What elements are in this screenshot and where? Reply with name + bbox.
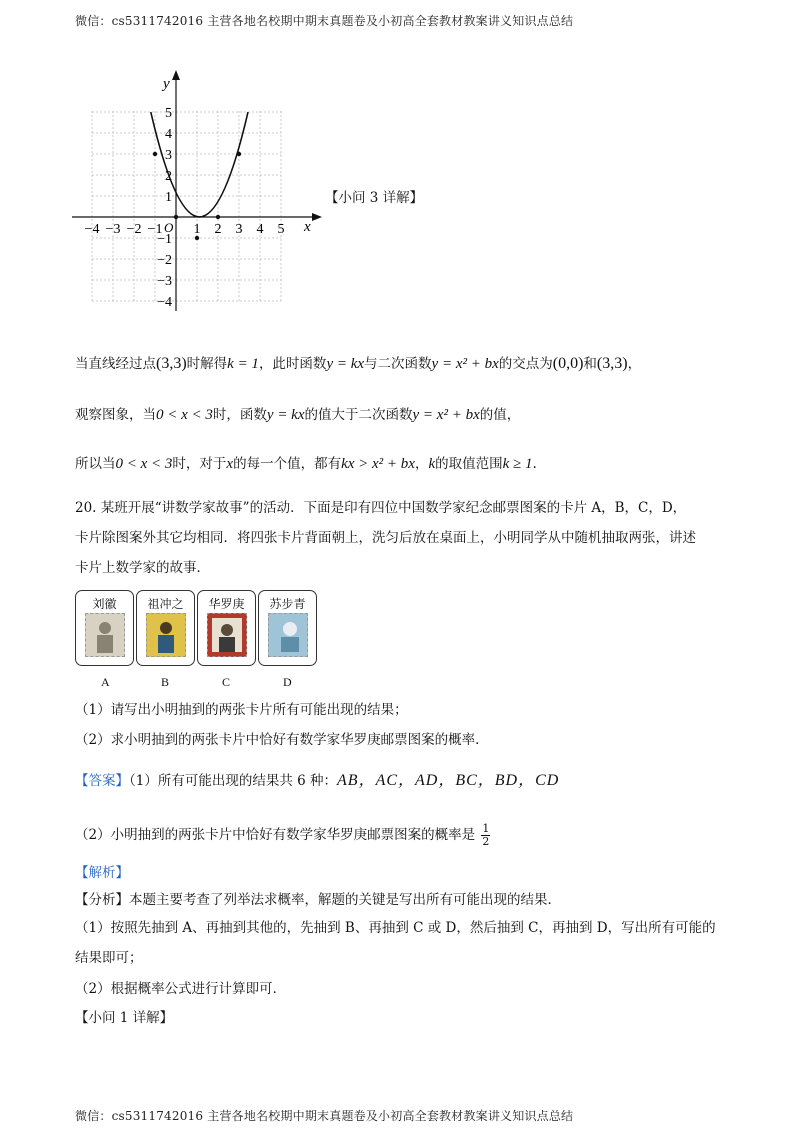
x-tick: 4 xyxy=(256,222,264,237)
analysis-tag: 【解析】 xyxy=(75,865,129,881)
card-label: D xyxy=(283,675,292,689)
stamp-image xyxy=(268,613,308,657)
solution-line-1: 当直线经过点(3,3)时解得k = 1，此时函数y = kx与二次函数y = x² + bx的交点为(0,0)和(3,3)， xyxy=(75,355,642,372)
y-tick: −1 xyxy=(157,232,172,247)
x-tick: −4 xyxy=(84,222,100,237)
y-tick: 2 xyxy=(165,169,172,184)
analysis-line-2: （1）按照先抽到 A、再抽到其他的，先抽到 B、再抽到 C 或 D，然后抽到 C，再抽到 D，写出所有可能的 xyxy=(75,920,716,936)
y-tick: −4 xyxy=(157,295,172,310)
page-footer: 微信：cs5311742016 主营各地名校期中期末真题卷及小初高全套教材教案讲义知识点总结 xyxy=(75,1109,574,1123)
analysis-line-4: （2）根据概率公式进行计算即可． xyxy=(75,981,287,997)
solution-line-2: 观察图象，当0 < x < 3时，函数y = kx的值大于二次函数y = x² + bx的值， xyxy=(75,407,521,423)
origin-label: O xyxy=(164,220,174,235)
stamp-image xyxy=(85,613,125,657)
sub-question-3-heading: 【小问 3 详解】 xyxy=(325,190,424,206)
analysis-line-1: 【分析】本题主要考查了列举法求概率，解题的关键是写出所有可能出现的结果． xyxy=(75,892,561,908)
y-tick: 4 xyxy=(165,127,172,142)
parabola-graph xyxy=(60,66,330,316)
stamp-card-a xyxy=(75,590,134,666)
card-label: B xyxy=(161,675,170,689)
stamp-image xyxy=(146,613,186,657)
y-tick: 5 xyxy=(165,106,172,121)
y-axis-label: y xyxy=(163,76,170,92)
x-tick: −1 xyxy=(147,222,163,237)
analysis-line-3: 结果即可； xyxy=(75,950,143,966)
y-tick: −3 xyxy=(157,274,172,289)
sub-question-1-heading: 【小问 1 详解】 xyxy=(75,1010,174,1026)
stamp-image xyxy=(207,613,247,657)
page-header: 微信：cs5311742016 主营各地名校期中期末真题卷及小初高全套教材教案讲义知识点总结 xyxy=(75,14,574,28)
answer-tag: 【答案】 xyxy=(75,773,129,789)
y-tick: 1 xyxy=(165,190,172,205)
y-tick: 3 xyxy=(165,148,172,163)
card-name: 祖冲之 xyxy=(147,597,184,611)
question-20-line-1: 20. 某班开展“讲数学家故事”的活动．下面是印有四位中国数学家纪念邮票图案的卡片 A，B，C，D， xyxy=(75,500,687,516)
card-name: 华罗庚 xyxy=(208,597,245,611)
sub-question-2: （2）求小明抽到的两张卡片中恰好有数学家华罗庚邮票图案的概率． xyxy=(75,732,489,748)
card-name: 刘徽 xyxy=(92,597,117,611)
question-20-line-3: 卡片上数学家的故事． xyxy=(75,560,210,576)
answer-line-1: 【答案】（1）所有可能出现的结果共 6 种：AB，AC，AD，BC，BD，CD xyxy=(75,772,560,789)
sub-question-1: （1）请写出小明抽到的两张卡片所有可能出现的结果； xyxy=(75,702,408,718)
stamp-card-b xyxy=(136,590,195,666)
solution-line-3: 所以当0 < x < 3时，对于x的每一个值，都有kx > x² + bx，k的取值范围k ≥ 1. xyxy=(75,456,537,472)
stamp-card-c xyxy=(197,590,256,666)
stamp-card-d xyxy=(258,590,317,666)
x-tick: 1 xyxy=(193,222,201,237)
question-20-line-2: 卡片除图案外其它均相同．将四张卡片背面朝上，洗匀后放在桌面上，小明同学从中随机抽取两张，讲述 xyxy=(75,530,696,546)
answer-line-2: （2）小明抽到的两张卡片中恰好有数学家华罗庚邮票图案的概率是 $\frac{1}{2}$ xyxy=(75,822,490,849)
y-tick: −2 xyxy=(157,253,172,268)
card-name: 苏步青 xyxy=(269,597,306,611)
x-tick: −2 xyxy=(126,222,142,237)
x-tick: 3 xyxy=(235,222,243,237)
fraction: $\frac{1}{2}$ xyxy=(482,822,490,849)
x-tick: 5 xyxy=(277,222,285,237)
card-label: A xyxy=(101,675,110,689)
x-tick: 2 xyxy=(214,222,222,237)
x-tick: −3 xyxy=(105,222,121,237)
x-axis-label: x xyxy=(304,219,311,235)
card-label: C xyxy=(222,675,231,689)
